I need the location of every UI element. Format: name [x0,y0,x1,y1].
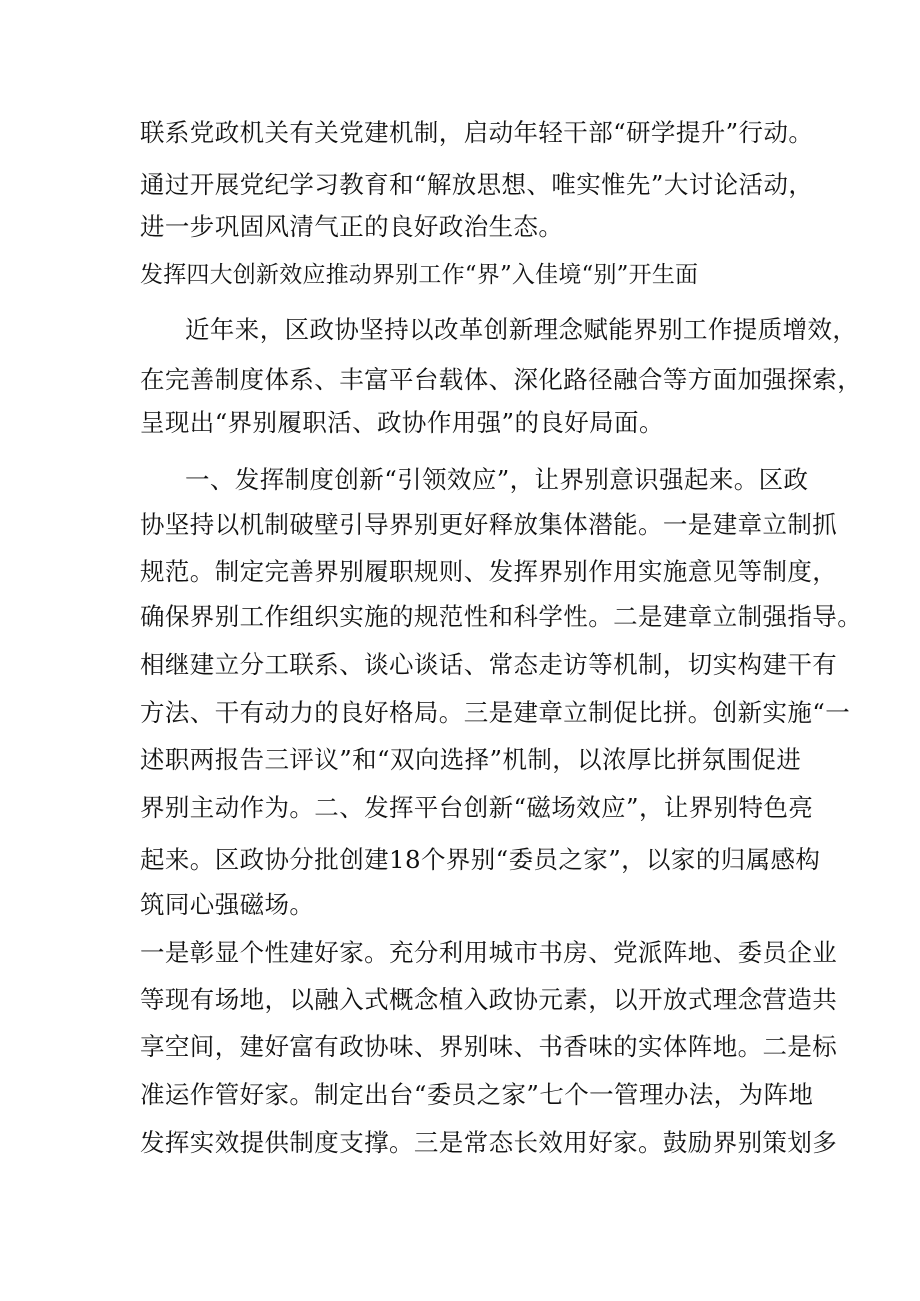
text-line-3: 进一步巩固风清气正的良好政治生态。 [140,212,564,241]
text-line-2: 通过开展党纪学习教育和“解放思想、唯实惟先”大讨论活动， [140,170,814,199]
paragraph-intro-line-1: 近年来，区政协坚持以改革创新理念赋能界别工作提质增效， [185,315,858,344]
paragraph-main-line-7: 述职两报告三评议”和“双向选择”机制，以浓厚比拼氛围促进 [140,745,802,774]
paragraph-main-line-10: 筑同心强磁场。 [140,890,315,919]
paragraph-last-line-5: 发挥实效提供制度支撑。三是常态长效用好家。鼓励界别策划多 [140,1128,838,1157]
paragraph-intro-line-3: 呈现出“界别履职活、政协作用强”的良好局面。 [140,408,664,437]
paragraph-main-line-4: 确保界别工作组织实施的规范性和科学性。二是建章立制强指导。 [140,602,863,631]
paragraph-main-line-1: 一、发挥制度创新“引领效应”，让界别意识强起来。区政 [185,465,809,494]
paragraph-main-line-5: 相继建立分工联系、谈心谈话、常态走访等机制，切实构建干有 [140,650,838,679]
section-heading: 发挥四大创新效应推动界别工作“界”入佳境“别”开生面 [140,262,699,288]
paragraph-last-line-3: 享空间，建好富有政协味、界别味、书香味的实体阵地。二是标 [140,1032,838,1061]
paragraph-main-line-9: 起来。区政协分批创建18个界别“委员之家”，以家的归属感构 [140,845,821,874]
paragraph-last-line-1: 一是彰显个性建好家。充分利用城市书房、党派阵地、委员企业 [140,938,838,967]
paragraph-main-line-2: 协坚持以机制破壁引导界别更好释放集体潜能。一是建章立制抓 [140,510,838,539]
paragraph-last-line-2: 等现有场地，以融入式概念植入政协元素，以开放式理念营造共 [140,985,838,1014]
paragraph-main-line-3: 规范。制定完善界别履职规则、发挥界别作用实施意见等制度， [140,557,838,586]
paragraph-last-line-4: 准运作管好家。制定出台“委员之家”七个一管理办法，为阵地 [140,1080,814,1109]
paragraph-intro-line-2: 在完善制度体系、丰富平台载体、深化路径融合等方面加强探索， [140,365,863,394]
paragraph-main-line-8: 界别主动作为。二、发挥平台创新“磁场效应”，让界别特色亮 [140,793,814,822]
paragraph-main-line-6: 方法、干有动力的良好格局。三是建章立制促比拼。创新实施“一 [140,698,851,727]
text-line-1: 联系党政机关有关党建机制，启动年轻干部“研学提升”行动。 [140,118,814,147]
